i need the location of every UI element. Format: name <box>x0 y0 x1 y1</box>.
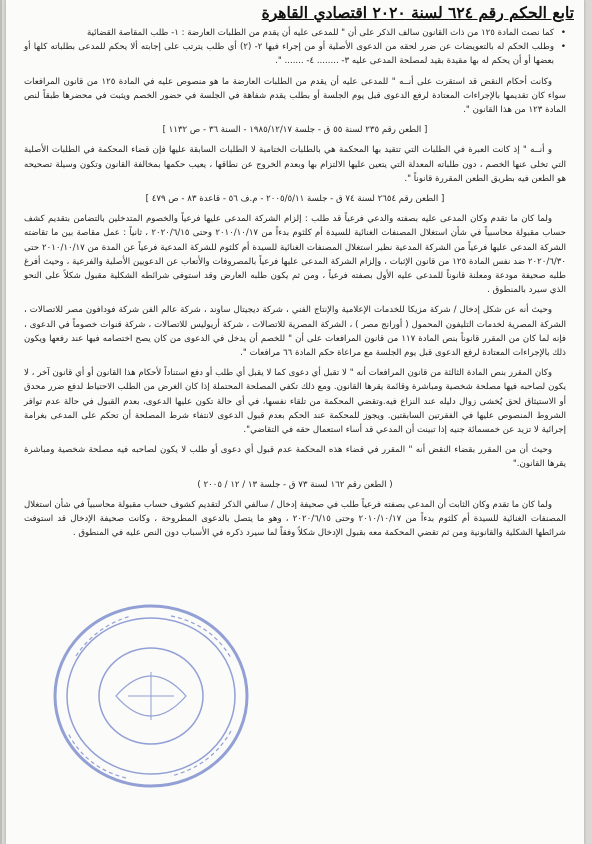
paragraph-cassation-interest: وحيث أن من المقرر بقضاء النقض أنه " المقرر في قضاء هذه المحكمة عدم قبول أي دعوى أو طلب لا يكون لصاحبه فيه مصلحة شخصية ومباشرة يقرها القانون." <box>24 445 566 470</box>
paragraph-final-requests-rule: و أنــه " إذ كانت العبرة في الطلبات التي تتقيد بها المحكمة هي بالطلبات الختامية لا الطلبات السابقة عليها فإن قضاء المحكمة في الطلبات الأصلية التي تخلى عنها الخصم ، دون طلباته المعدلة التي يتعين عليها الالتزام بها وبعدم الخروج عن نطاقها ، يعيب حكمها بمخالفة القانون وتكون وسيلة تصحيحه هو الطعن فيه بطريق الطعن المقررة قانوناً ". <box>24 145 566 184</box>
bullet-icon: • <box>560 42 566 53</box>
citation-appeal-235: [ الطعن رقم ٢٣٥ لسنة ٥٥ ق - جلسة ١٩٨٥/١٢/١٧ - السنة ٣٦ - ص ١١٣٢ ] <box>162 125 428 136</box>
paragraph-text: وطلب الحكم له بالتعويضات عن ضرر لحقه من الدعوى الأصلية أو من إجراء فيها ٢- (٢) أي طلب يترتب على إجابته ألا يحكم للمدعى بطلباته كلها أو بعضها أو أن يحكم له بها مقيدة بقيد لمصلحة المدعى عليه ٣- ........ ٤- ....... ". <box>24 42 554 67</box>
document-page <box>6 0 584 844</box>
judgment-header-title: تابع الحكم رقم ٦٢٤ لسنة ٢٠٢٠ اقتصادي القاهرة <box>261 3 574 22</box>
citation-appeal-2654: [ الطعن رقم ٢٦٥٤ لسنة ٧٤ ق - جلسة ٢٠٠٥/٥/١١ - م.ف ٥٦ - قاعدة ٨٣ - ص ٤٧٩ ] <box>145 194 445 205</box>
list-item-article-125-intro <box>24 26 566 40</box>
paragraph-cassation-precedent: وكانت أحكام النقض قد استقرت على أنــه " للمدعى عليه أن يقدم من الطلبات العارضة ما هو منصوص عليه في المادة ١٢٥ من قانون المرافعات سواء كان تقديمها بالإجراءات المعتادة لرفع الدعوى قبل يوم الجلسة أو بطلب يقدم شفاهة في الجلسة في حضور الخصم ويثبت في محضرها طبقاً لنص المادة ١٢٣ من هذا القانون ". <box>24 76 566 116</box>
paragraph-joinder-form: وحيث أنه عن شكل إدخال / شركة مزيكا للخدمات الإعلامية والإنتاج الفني ، شركة ديجيتال ساوند ، شركة عالم الفن شركة فودافون مصر للاتصالات ، الشركة المصرية لخدمات التليفون المحمول ( أورانج مصر ) ، الشركة المصرية للاتصالات ، شركة أريوليس للاتصالات ، شركة قنوات خصوماً في الدعوى ، فإنه لما كان من المقرر قانوناً بنص المادة ١١٧ من قانون المرافعات على أن " للخصم أن يدخل في الدعوى من كان يصح اختصامه فيها عند رفعها ويكون ذلك بالإجراءات المعتادة لرفع الدعوى قبل يوم الجلسة مع مراعاة حكم المادة ٦٦ مرافعات ". <box>24 305 567 359</box>
list-item-article-125-requests <box>24 40 566 68</box>
paragraph-joinder-conclusion: ولما كان ما تقدم وكان الثابت أن المدعى بصفته فرعياً طلب في صحيفة إدخال / سالفي الذكر لتقديم كشوف حساب مقبولة محاسبياً في شأن استغلال المصنفات الغنائية للسيدة أم كلثوم بدءاً من ٢٠١٠/١٠/١٧ وحتى ٢٠٢٠/٦/١٥ ، وهو ما يتصل بالدعوى المطروحة ، وكانت صحيفة الإدخال قد استوفت شرائطها الشكلية والقانونية ومن ثم تقضي المحكمة معه بقبول الإدخال شكلاً وفقاً لما سيرد ذكره في الأسباب دون النص عليه في المنطوق . <box>24 499 566 539</box>
citation-appeal-162: ( الطعن رقم ١٦٢ لسنة ٧٣ ق - جلسة ١٣ / ١٢ / ٢٠٠٥ ) <box>197 479 393 490</box>
paragraph-counterclaim: ولما كان ما تقدم وكان المدعى عليه بصفته والدعي فرعياً قد طلب : إلزام الشركة المدعى عليها فرعياً والخصوم المتدخلين بالتضامن بتقديم كشف حساب مقبولة محاسبياً في شأن استغلال المصنفات الغنائية للسيدة أم كلثوم بدءاً من ٢٠١٠/١٠/١٧ وحتى ٢٠٢٠/٦/١٥ ، ثانياً : عمل مقاصة بين ما تقاضته الشركة المدعى عليها فرعياً من الشركة المدعية نظير استغلال المصنفات الغنائية للسيدة أم كلثوم للشركة المدعية فرعياً عن المدة من ٢٠١٠/١٠/١٧ حتى ٢٠٢٠/٦/٣٠ ضد نفس المادة ١٢٥ من قانون الإثبات ، وإلزام الشركة المدعى عليها فرعياً بالمصروفات والأتعاب عن الدعويين الأصلية والفرعية ، وحيث أفرغ طلبه صحيفة مودعة ومعلنة قانوناً للمدعى عليه الأول بصفته فرعياً ، ومن ثم يكون طلبه العارض وقد استوفى شرائطه الشكلية مقبول شكلاً على النحو الذي سيرد بالمنطوق . <box>24 214 566 296</box>
document-body <box>24 26 566 547</box>
bullet-icon: • <box>560 28 566 38</box>
paragraph-text: كما نصت المادة ١٢٥ من ذات القانون سالف الذكر على أن " للمدعى عليه أن يقدم من الطلبات العارضة : ١- طلب المقاصة القضائية <box>86 28 554 38</box>
paragraph-article-3-interest: وكان المقرر بنص المادة الثالثة من قانون المرافعات أنه " لا تقبل أي دعوى كما لا يقبل أي طلب أو دفع استناداً لأحكام هذا القانون أو أي قانون آخر ، لا يكون لصاحبه فيها مصلحة شخصية ومباشرة وقائمة يقرها القانون. ومع ذلك تكفي المصلحة المحتملة إذا كان الغرض من الطلب الاحتياط لدفع ضرر محدق أو الاستيثاق لحق يُخشى زوال دليله عند النزاع فيه.وتقضي المحكمة من تلقاء نفسها، في أي حالة تكون عليها الدعوى، بعدم القبول في حالة عدم توافر الشروط المنصوص عليها في الفقرتين السابقتين. ويجوز للمحكمة عند الحكم بعدم قبول الدعوى لانتفاء شرط المصلحة أن تحكم على المدعى بغرامة إجرائية لا تزيد عن خمسمائة جنيه إذا تبينت أن المدعي قد أساء استعمال حقه في التقاضي". <box>24 368 566 436</box>
scan-edge <box>0 0 2 844</box>
court-seal-stamp <box>46 596 256 796</box>
